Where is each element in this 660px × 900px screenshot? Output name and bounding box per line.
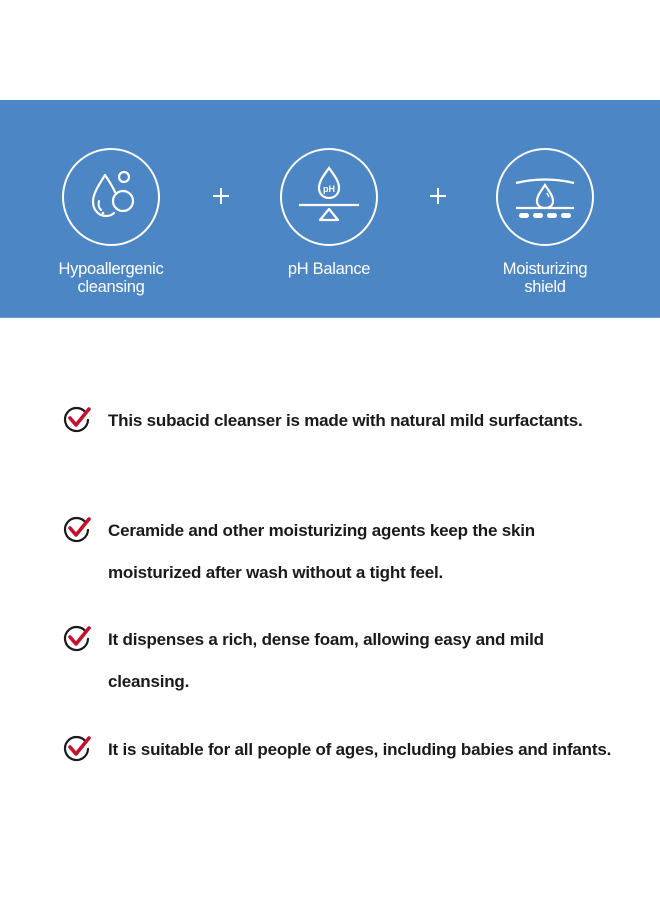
hypoallergenic-drops-icon xyxy=(61,147,161,247)
checklist-line: moisturized after wash without a tight feel. xyxy=(108,563,444,582)
feature-moisturizing-shield xyxy=(455,100,635,318)
ph-balance-icon xyxy=(279,147,379,247)
feature-label xyxy=(21,260,201,296)
checklist-text xyxy=(108,729,648,771)
feature-label-line: pH Balance xyxy=(287,260,371,278)
plus-icon xyxy=(426,184,450,208)
feature-label-line: Hypoallergenic xyxy=(58,260,164,278)
checklist-line: Ceramide and other moisturizing agents keep the skin xyxy=(108,521,535,540)
moisturizing-shield-icon xyxy=(495,147,595,247)
check-circle-icon xyxy=(62,514,92,544)
feature-label-line: shield xyxy=(524,278,566,296)
check-circle-icon xyxy=(62,623,92,653)
checklist-line: This subacid cleanser is made with natural mild surfactants. xyxy=(108,411,583,430)
feature-label xyxy=(239,260,419,278)
plus-icon xyxy=(209,184,233,208)
check-circle-icon xyxy=(62,733,92,763)
checklist-line: It dispenses a rich, dense foam, allowing easy and mild xyxy=(108,630,544,649)
svg-text:pH: pH xyxy=(323,184,335,194)
feature-hypoallergenic xyxy=(21,100,201,318)
check-circle-icon xyxy=(62,404,92,434)
feature-label-line: cleansing xyxy=(77,278,145,296)
checklist-text xyxy=(108,619,648,703)
feature-label-line: Moisturizing xyxy=(502,260,588,278)
feature-label xyxy=(455,260,635,296)
checklist-text xyxy=(108,510,648,594)
checklist-text xyxy=(108,400,648,442)
feature-banner xyxy=(0,100,660,318)
checklist-line: It is suitable for all people of ages, including babies and infants. xyxy=(108,740,612,759)
checklist-line: cleansing. xyxy=(108,672,190,691)
feature-ph-balance xyxy=(239,100,419,318)
